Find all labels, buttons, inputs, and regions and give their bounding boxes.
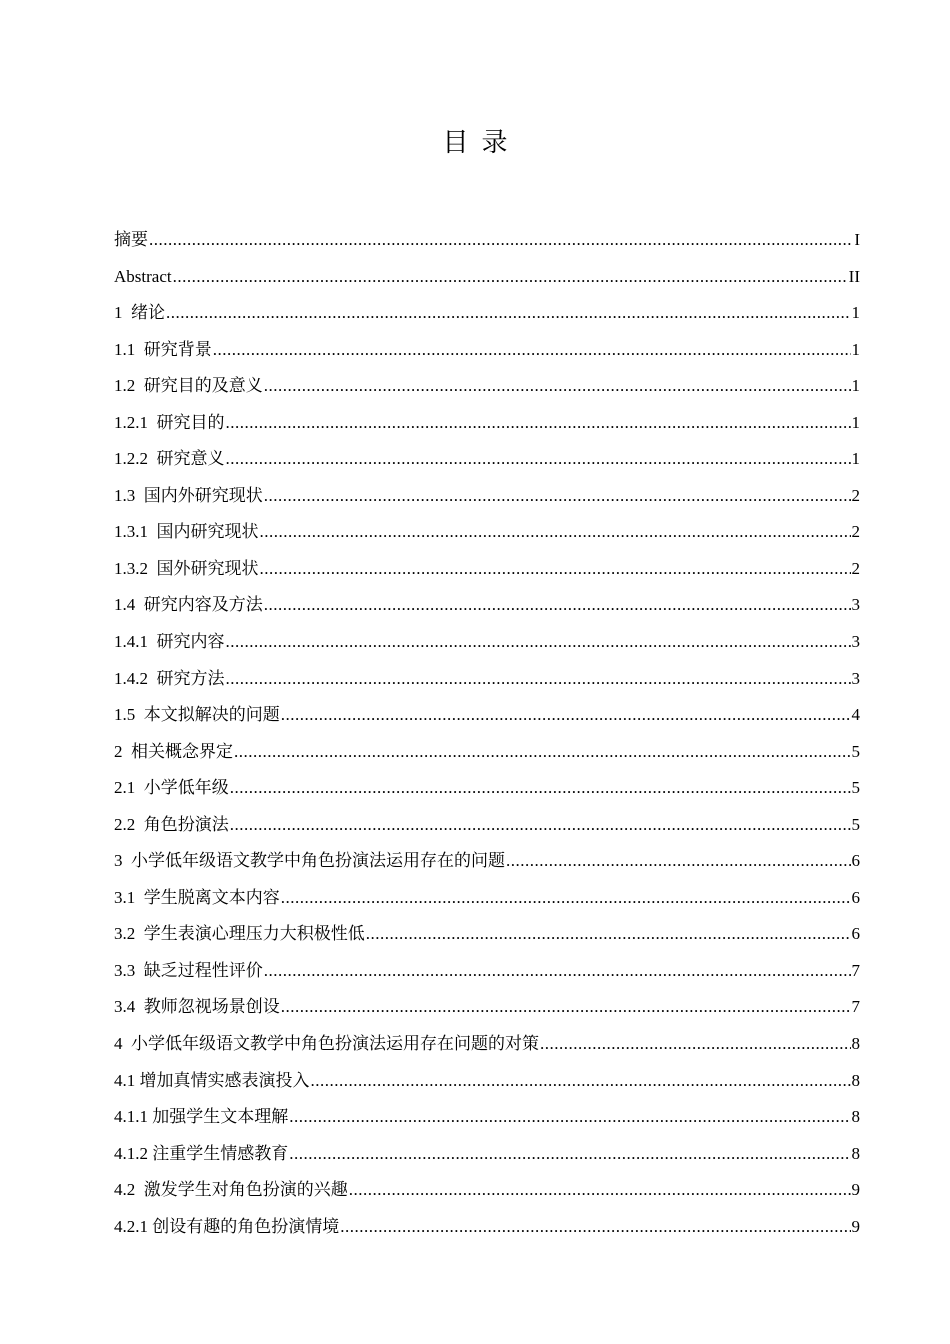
toc-entry-page: 8: [851, 1107, 860, 1127]
toc-entry-label: 1.4 研究内容及方法: [114, 595, 263, 615]
toc-entry[interactable]: [114, 813, 860, 850]
toc-entry-label: 1.4.1 研究内容: [114, 632, 225, 652]
dot-leader: [226, 667, 851, 691]
toc-entry[interactable]: [114, 484, 860, 521]
toc-entry-label: 2 相关概念界定: [114, 741, 233, 761]
toc-entry[interactable]: [114, 557, 860, 594]
toc-entry[interactable]: [114, 959, 860, 996]
toc-entry-page: 5: [851, 778, 860, 798]
toc-entry[interactable]: [114, 1178, 860, 1215]
toc-entry[interactable]: [114, 1032, 860, 1069]
toc-entry-page: 3: [851, 595, 860, 615]
toc-entry-page: 9: [851, 1180, 860, 1200]
dot-leader: [234, 740, 851, 764]
toc-entry-page: 3: [851, 668, 860, 688]
toc-entry-label: 3 小学低年级语文教学中角色扮演法运用存在的问题: [114, 851, 505, 871]
toc-entry-label: 4.2 激发学生对角色扮演的兴趣: [114, 1180, 348, 1200]
toc-entry[interactable]: [114, 995, 860, 1032]
table-of-contents: [114, 228, 860, 1251]
toc-entry[interactable]: [114, 447, 860, 484]
toc-entry-page: 8: [851, 1070, 860, 1090]
toc-entry-page: I: [854, 230, 860, 249]
toc-entry-label: 1 绪论: [114, 303, 165, 323]
toc-entry-label: 1.1 研究背景: [114, 339, 212, 359]
dot-leader: [311, 1069, 851, 1093]
dot-leader: [260, 557, 851, 581]
toc-entry[interactable]: [114, 849, 860, 886]
toc-entry-label: 4.1 增加真情实感表演投入: [114, 1070, 310, 1090]
toc-entry-label: 1.5 本文拟解决的问题: [114, 705, 280, 725]
toc-entry-label: 3.3 缺乏过程性评价: [114, 960, 263, 980]
toc-entry-label: 2.1 小学低年级: [114, 778, 229, 798]
toc-entry-label: 摘要: [114, 230, 148, 249]
toc-entry-label: 1.3.1 国内研究现状: [114, 522, 259, 542]
dot-leader: [260, 520, 851, 544]
toc-entry-page: 5: [851, 741, 860, 761]
toc-entry-page: 1: [851, 339, 860, 359]
toc-title: 目 录: [442, 128, 508, 157]
toc-entry[interactable]: [114, 740, 860, 777]
toc-entry[interactable]: [114, 301, 860, 338]
dot-leader: [166, 301, 851, 325]
toc-entry[interactable]: [114, 411, 860, 448]
toc-entry-label: 4.1.2 注重学生情感教育: [114, 1143, 289, 1163]
toc-entry-label: 3.1 学生脱离文本内容: [114, 887, 280, 907]
toc-entry[interactable]: [114, 630, 860, 667]
toc-entry-page: 8: [851, 1143, 860, 1163]
dot-leader: [230, 776, 851, 800]
dot-leader: [226, 411, 851, 435]
dot-leader: [264, 374, 851, 398]
toc-entry[interactable]: [114, 886, 860, 923]
toc-entry-label: 2.2 角色扮演法: [114, 814, 229, 834]
toc-entry-page: 1: [851, 303, 860, 323]
toc-entry[interactable]: [114, 703, 860, 740]
dot-leader: [366, 922, 851, 946]
toc-entry-label: 1.3.2 国外研究现状: [114, 558, 259, 578]
toc-entry[interactable]: [114, 520, 860, 557]
dot-leader: [281, 886, 851, 910]
dot-leader: [340, 1215, 850, 1239]
toc-entry-label: 4 小学低年级语文教学中角色扮演法运用存在问题的对策: [114, 1034, 539, 1054]
toc-entry[interactable]: [114, 374, 860, 411]
toc-entry[interactable]: [114, 776, 860, 813]
dot-leader: [289, 1142, 850, 1166]
toc-entry-page: 1: [851, 449, 860, 469]
dot-leader: [264, 593, 851, 617]
toc-entry-label: 1.2.1 研究目的: [114, 412, 225, 432]
dot-leader: [264, 484, 851, 508]
toc-entry-page: II: [848, 266, 860, 286]
toc-entry-label: 1.4.2 研究方法: [114, 668, 225, 688]
toc-entry[interactable]: [114, 667, 860, 704]
toc-entry-label: 4.1.1 加强学生文本理解: [114, 1107, 289, 1127]
toc-entry[interactable]: [114, 1069, 860, 1106]
toc-entry[interactable]: [114, 228, 860, 265]
toc-entry-label: 3.4 教师忽视场景创设: [114, 997, 280, 1017]
toc-entry-page: 2: [851, 558, 860, 578]
toc-entry-page: 8: [851, 1034, 860, 1054]
toc-entry-label: 1.3 国内外研究现状: [114, 485, 263, 505]
dot-leader: [506, 849, 851, 873]
toc-entry-page: 6: [851, 924, 860, 944]
dot-leader: [149, 228, 853, 252]
toc-entry-page: 2: [851, 522, 860, 542]
toc-entry-page: 9: [851, 1216, 860, 1236]
dot-leader: [349, 1178, 851, 1202]
dot-leader: [173, 265, 848, 289]
toc-entry-label: 1.2.2 研究意义: [114, 449, 225, 469]
dot-leader: [281, 995, 851, 1019]
toc-entry-page: 6: [851, 851, 860, 871]
toc-entry-page: 4: [851, 705, 860, 725]
dot-leader: [264, 959, 851, 983]
toc-entry-page: 1: [851, 376, 860, 396]
dot-leader: [226, 447, 851, 471]
toc-entry-page: 7: [851, 960, 860, 980]
toc-entry-page: 6: [851, 887, 860, 907]
toc-entry[interactable]: [114, 593, 860, 630]
toc-entry[interactable]: [114, 338, 860, 375]
toc-entry[interactable]: [114, 1215, 860, 1252]
toc-entry[interactable]: [114, 265, 860, 302]
toc-entry-page: 7: [851, 997, 860, 1017]
dot-leader: [226, 630, 851, 654]
toc-entry[interactable]: [114, 1105, 860, 1142]
toc-entry-label: 1.2 研究目的及意义: [114, 376, 263, 396]
toc-entry-label: 3.2 学生表演心理压力大积极性低: [114, 924, 365, 944]
toc-entry[interactable]: [114, 1142, 860, 1179]
dot-leader: [213, 338, 851, 362]
dot-leader: [540, 1032, 851, 1056]
toc-entry-label: Abstract: [114, 266, 172, 286]
toc-entry-label: 4.2.1 创设有趣的角色扮演情境: [114, 1216, 340, 1236]
dot-leader: [281, 703, 851, 727]
toc-entry-page: 1: [851, 412, 860, 432]
dot-leader: [289, 1105, 850, 1129]
toc-entry-page: 2: [851, 485, 860, 505]
toc-entry-page: 3: [851, 632, 860, 652]
toc-entry[interactable]: [114, 922, 860, 959]
toc-entry-page: 5: [851, 814, 860, 834]
dot-leader: [230, 813, 851, 837]
